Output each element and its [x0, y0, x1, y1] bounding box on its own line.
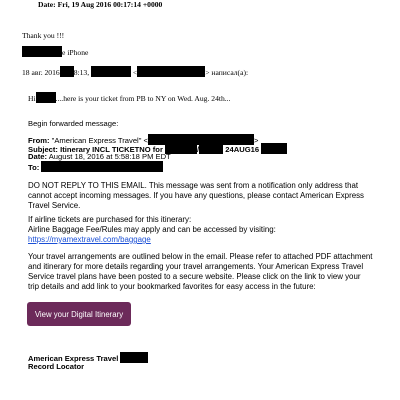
redaction [41, 161, 163, 172]
from-value: "American Express Travel" < [51, 136, 148, 145]
redaction [261, 143, 287, 154]
subject-sep: / [197, 145, 200, 154]
iphone-line [22, 46, 88, 58]
thanks-text: Thank you !!! [22, 31, 65, 40]
redaction [22, 46, 62, 57]
subject-label: Subject: [28, 145, 58, 154]
quote-bracket-open: < [132, 68, 138, 77]
hi-line [28, 92, 230, 104]
redaction [199, 143, 223, 154]
date-label: Date: [28, 152, 47, 161]
begin-forwarded: Begin forwarded message: [28, 119, 119, 128]
redaction [91, 66, 131, 77]
redaction [36, 92, 56, 103]
quote-wrote: > написал(а): [205, 68, 249, 77]
header-date-line: Date: Fri, 19 Aug 2016 00:17:14 +0000 [38, 0, 163, 9]
fwd-to-line [28, 161, 163, 173]
from-label: From: [28, 136, 50, 145]
quote-date: 18 авг. 2016 [22, 68, 60, 77]
redaction [120, 352, 148, 363]
footer-company: American Express Travel [28, 354, 119, 363]
view-digital-itinerary-button[interactable]: View your Digital Itinerary [27, 302, 131, 326]
paragraph-baggage-line1: If airline tickets are purchased for this itinerary: [28, 215, 192, 224]
subject-date: 24AUG16 [225, 145, 260, 154]
quote-time: 8:13, [73, 68, 90, 77]
date-value: August 18, 2016 at 5:58:18 PM EDT [48, 152, 171, 161]
hi-prefix: Hi [28, 94, 36, 103]
quote-header-line [22, 66, 248, 78]
baggage-link[interactable]: https://myamextravel.com/baggage [28, 235, 151, 244]
paragraph-itinerary: Your travel arrangements are outlined below in the email. Please refer to attached PDF attachment and itinerary for more details regarding your travel arrangements. Your American Express Travel Service travel plans have been posted to a secure website. Please click on the link to view your trip details and add link to your bookmarked favorites for easy access in the future: [28, 252, 373, 291]
subject-value: Itinerary INCL TICKETNO for [60, 145, 163, 154]
redaction [137, 66, 205, 77]
redaction [60, 66, 74, 77]
from-tail: > [253, 136, 259, 145]
hi-message: ....here is your ticket from PB to NY on Wed. Aug. 24th... [55, 94, 231, 103]
iphone-suffix: e iPhone [62, 48, 89, 57]
paragraph-baggage-line2: Airline Baggage Fee/Rules may apply and can be accessed by visiting: [28, 225, 276, 234]
paragraph-do-not-reply: DO NOT REPLY TO THIS EMAIL. This message was sent from a notification only address that cannot accept incoming messages. If you have any questions, please contact American Express Travel Service. [28, 181, 364, 210]
footer-record-locator: Record Locator [28, 362, 85, 371]
to-label: To: [28, 163, 40, 172]
